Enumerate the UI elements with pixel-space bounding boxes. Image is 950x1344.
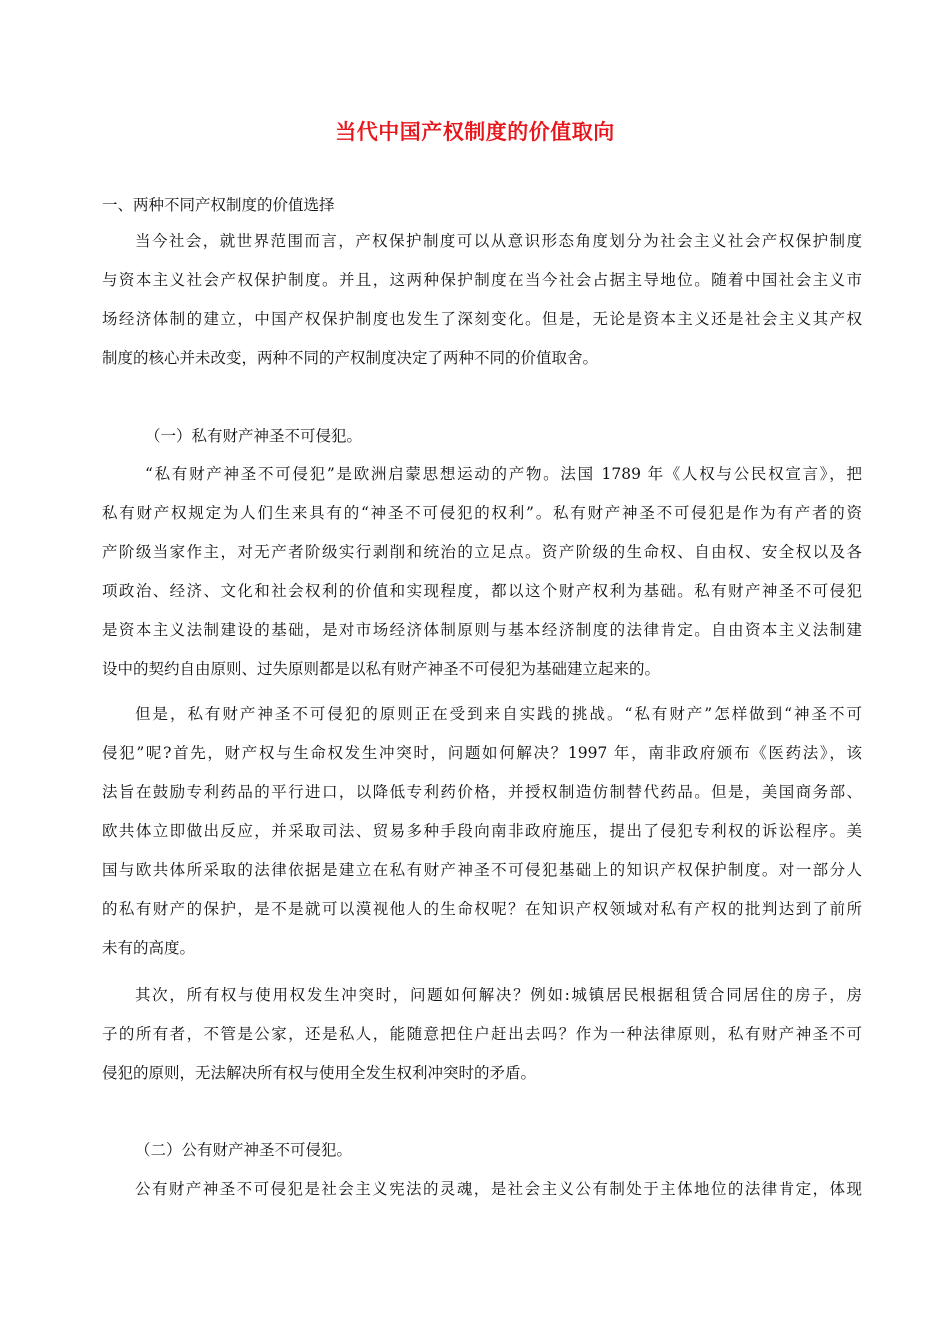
paragraph-line: 是资本主义法制建设的基础，是对市场经济体制原则与基本经济制度的法律肯定。自由资本主义法制建 [102,621,862,639]
paragraph-line: 国与欧共体所采取的法律依据是建立在私有财产神圣不可侵犯基础上的知识产权保护制度。对一部分人 [102,861,862,879]
paragraph-line: 其次，所有权与使用权发生冲突时，问题如何解决？例如:城镇居民根据租赁合同居住的房子，房 [135,986,862,1004]
paragraph-line: 但是，私有财产神圣不可侵犯的原则正在受到来自实践的挑战。“私有财产”怎样做到“神圣不可 [135,705,862,723]
paragraph-line: 场经济体制的建立，中国产权保护制度也发生了深刻变化。但是，无论是资本主义还是社会主义其产权 [102,310,862,328]
paragraph-line: 的私有财产的保护，是不是就可以漠视他人的生命权呢？在知识产权领域对私有产权的批判达到了前所 [102,900,862,918]
paragraph-line: 法旨在鼓励专利药品的平行进口，以降低专利药价格，并授权制造仿制替代药品。但是，美国商务部、 [102,783,862,801]
paragraph-line: “私有财产神圣不可侵犯”是欧洲启蒙思想运动的产物。法国 1789 年《人权与公民权宣言》，把 [145,465,862,483]
paragraph-line: 未有的高度。 [102,939,196,957]
paragraph-line: 公有财产神圣不可侵犯是社会主义宪法的灵魂，是社会主义公有制处于主体地位的法律肯定，体现 [135,1180,862,1198]
paragraph-line: 当今社会，就世界范围而言，产权保护制度可以从意识形态角度划分为社会主义社会产权保护制度 [135,232,862,250]
paragraph-line: 产阶级当家作主，对无产者阶级实行剥削和统治的立足点。资产阶级的生命权、自由权、安全权以及各 [102,543,862,561]
subsection-heading-1: （一）私有财产神圣不可侵犯。 [145,427,363,445]
paragraph-line: 设中的契约自由原则、过失原则都是以私有财产神圣不可侵犯为基础建立起来的。 [102,660,661,678]
paragraph-line: 项政治、经济、文化和社会权利的价值和实现程度，都以这个财产权利为基础。私有财产神圣不可侵犯 [102,582,862,600]
paragraph-line: 侵犯”呢?首先，财产权与生命权发生冲突时，问题如何解决？1997 年，南非政府颁布《医药法》，该 [102,744,862,762]
subsection-heading-2: （二）公有财产神圣不可侵犯。 [135,1141,353,1159]
section-heading-1: 一、两种不同产权制度的价值选择 [102,196,335,214]
paragraph-line: 私有财产权规定为人们生来具有的“神圣不可侵犯的权利”。私有财产神圣不可侵犯是作为有产者的资 [102,504,862,522]
paragraph-line: 子的所有者，不管是公家，还是私人，能随意把住户赶出去吗？作为一种法律原则，私有财产神圣不可 [102,1025,862,1043]
paragraph-line: 侵犯的原则，无法解决所有权与使用全发生权利冲突时的矛盾。 [102,1064,537,1082]
paragraph-line: 制度的核心并未改变，两种不同的产权制度决定了两种不同的价值取舍。 [102,349,599,367]
document-title: 当代中国产权制度的价值取向 [335,119,615,144]
paragraph-line: 欧共体立即做出反应，并采取司法、贸易多种手段向南非政府施压，提出了侵犯专利权的诉讼程序。美 [102,822,862,840]
paragraph-line: 与资本主义社会产权保护制度。并且，这两种保护制度在当今社会占据主导地位。随着中国社会主义市 [102,271,862,289]
